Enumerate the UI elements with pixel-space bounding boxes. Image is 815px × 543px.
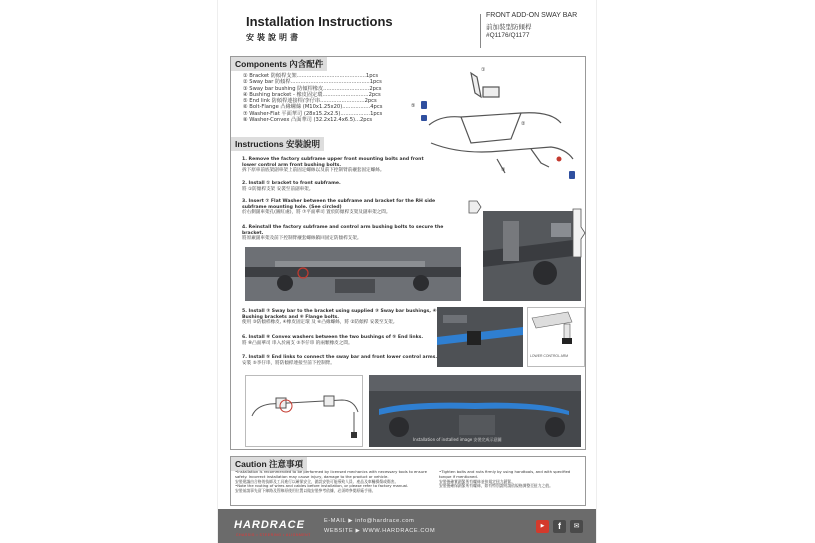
- instruction-sheet: [217, 0, 597, 543]
- caution-item: 安裝前請事先留下線路及管線原使用位置以做安裝參考依據，必須時參閱原廠手冊。: [235, 488, 376, 494]
- step-1-text: 1. Remove the factory subframe upper front mounting bolts and front lower control arm front bushing bolts.: [242, 157, 424, 168]
- bracket-sketch: [467, 199, 483, 215]
- installed-photo-caption: Installation of installed image 安裝完成示意圖: [413, 437, 502, 442]
- component-item: ② Sway bar 防傾桿................................................1pcs: [243, 79, 382, 86]
- swaybar-sketch: [246, 376, 364, 448]
- bracket-install-photo-image: [483, 211, 581, 301]
- inset-caption: LOWER CONTROL ARM: [530, 354, 569, 358]
- contact-email[interactable]: E-MAIL ▶ info@hardrace.com: [324, 518, 415, 524]
- bracket-side-sketch: [569, 207, 587, 259]
- footer: [218, 509, 597, 543]
- youtube-icon[interactable]: ▶: [536, 520, 549, 533]
- component-item: ⑥ Bolt-Flange 凸緣螺絲 (M10x1.25x20).................4pcs: [243, 104, 383, 111]
- installed-photo: [369, 375, 581, 447]
- caution-item: •Installation is recommended to be performed by licensed mechanics with necessary tools to ensure safety. Incorrect installation may cause injury, damage to the product or vehicle.: [235, 469, 427, 479]
- brand-logo: HARDRACE: [234, 519, 305, 531]
- component-item: ④ Bushing bracket - 橡皮固定環............................2pcs: [243, 91, 381, 98]
- step-6-text-zh: 將 ⑧凸面華司 串入於兩支 ⑤李仔串 的兩顆橡皮之間。: [242, 340, 353, 346]
- caution-left: [235, 470, 433, 494]
- endlink-inset-image: [528, 308, 586, 352]
- component-item: ③ Sway bar bushing 防傾桿橡皮............................2pcs: [243, 85, 382, 92]
- step-7-text-zh: 安裝 ⑤李仔串，將防傾桿連接至前下控制臂。: [242, 360, 335, 366]
- content-box: [230, 56, 586, 450]
- caution-item: •Note the routing of wires and cables before installation, or please refer to factory manual.: [235, 483, 409, 489]
- swaybar-sketch-box: [245, 375, 363, 447]
- step-1-text-zh: 拆下原車前底架副車架上前固定螺絲以及前下控制臂前襯套固定螺絲。: [242, 168, 385, 174]
- step-5-text-zh: 使用 ③防傾桿橡皮, ④橡皮固定環 及 ⑥凸緣螺絲，將 ②防傾桿 安裝至支架。: [242, 320, 398, 326]
- endlink-inset: [527, 307, 585, 367]
- facebook-icon[interactable]: f: [553, 520, 566, 533]
- subframe-photo: [245, 247, 461, 301]
- caution-item: 安裝後確保鎖緊所有螺絲，如有特別說明請依規格調整至扭力之值。: [439, 483, 553, 489]
- caution-box: [230, 456, 586, 506]
- contact-website[interactable]: WEBSITE ▶ WWW.HARDRACE.COM: [324, 528, 436, 534]
- components-list: [243, 73, 382, 123]
- component-item: ⑤ End link 防傾桿連接桿/李仔串...........................2pcs: [243, 98, 377, 105]
- step-7-text: 7. Install ⑤ End links to connect the sway bar and front lower control arms.: [242, 355, 438, 360]
- svg-text:②: ②: [521, 121, 526, 127]
- svg-text:①: ①: [481, 67, 486, 73]
- wechat-icon[interactable]: ✉: [570, 520, 583, 533]
- step-6-text: 6. Install ⑧ Convex washers between the two bushings of ⑤ End links.: [242, 335, 424, 340]
- bracket-install-photo: [483, 211, 581, 301]
- caution-item: 安裝建議由合格的技師及工具進行以確保安全，錯誤安裝可能導致人員、產品及車輛損傷或傷害。: [235, 478, 399, 484]
- step-4-text: 4. Reinstall the factory subframe and control arm bushing bolts to secure the bracket.: [242, 225, 444, 236]
- svg-text:③: ③: [501, 167, 506, 173]
- document-header: [218, 8, 597, 50]
- brand-tagline: CHASSIS • STEERING • ALIGNMENT: [236, 533, 311, 537]
- header-divider: [480, 14, 481, 48]
- component-item: ① Bracket 防傾桿支架..........................................1pcs: [243, 73, 379, 79]
- svg-text:⑤: ⑤: [411, 103, 416, 109]
- product-name: FRONT ADD-ON SWAY BAR: [486, 12, 578, 19]
- swaybar-mount-photo: [437, 307, 523, 367]
- components-heading: Components 內含配件: [231, 57, 327, 71]
- caution-item: 安裝後確實鎖緊所有螺絲並按規定扭力鎖緊。: [439, 478, 515, 484]
- step-2-text-zh: 將 ①防傾桿支架 安裝至前副車架。: [242, 186, 314, 192]
- step-2-text: 2. Install ① bracket to front subframe.: [242, 181, 341, 186]
- step-3-text: 3. Insert ⑦ Flat Washer between the subframe and bracket for the RH side subframe mounting hole. (See circled): [242, 199, 436, 210]
- step-5-text: 5. Install ② Sway bar to the bracket using supplied ③ Sway bar bushings, ④ Bushing brackets and ⑥ Flange bolts.: [242, 309, 437, 320]
- step-3: [242, 199, 452, 216]
- caution-heading: Caution 注意事項: [231, 457, 307, 471]
- swaybar-mount-photo-image: [437, 307, 523, 367]
- component-item: ⑦ Washer-Flat 平面華司 (28x15.2x2.5)..................1pcs: [243, 110, 383, 117]
- subframe-photo-image: [245, 247, 461, 301]
- step-6: [242, 335, 437, 346]
- caution-item: •Tighten bolts and nuts firmly by using handtools, and with specified torque if mentioned.: [439, 469, 571, 479]
- page-title: Installation Instructions: [246, 14, 393, 29]
- caution-right: [439, 470, 583, 489]
- product-name-zh: 前加裝型防傾桿: [486, 23, 532, 31]
- step-5: [242, 309, 437, 326]
- page-title-zh: 安裝說明書: [246, 33, 301, 42]
- part-number: #Q1176/Q1177: [486, 32, 530, 39]
- step-7: [242, 355, 442, 366]
- instructions-heading: Instructions 安裝說明: [231, 137, 324, 151]
- component-item: ⑧ Washer-Convex 凸面華司 (32.2x12.4x6.5)...2pcs: [243, 117, 373, 124]
- step-1: [242, 157, 432, 174]
- step-3-text-zh: 於右側副車架孔(圖紅處)，將 ⑦平面華司 置於防傾桿支架及副車架之間。: [242, 210, 391, 216]
- step-2: [242, 181, 432, 192]
- step-4-text-zh: 將原廠副車架及前下控制臂襯套螺絲鎖回固定防傾桿支架。: [242, 236, 362, 242]
- step-4: [242, 225, 462, 242]
